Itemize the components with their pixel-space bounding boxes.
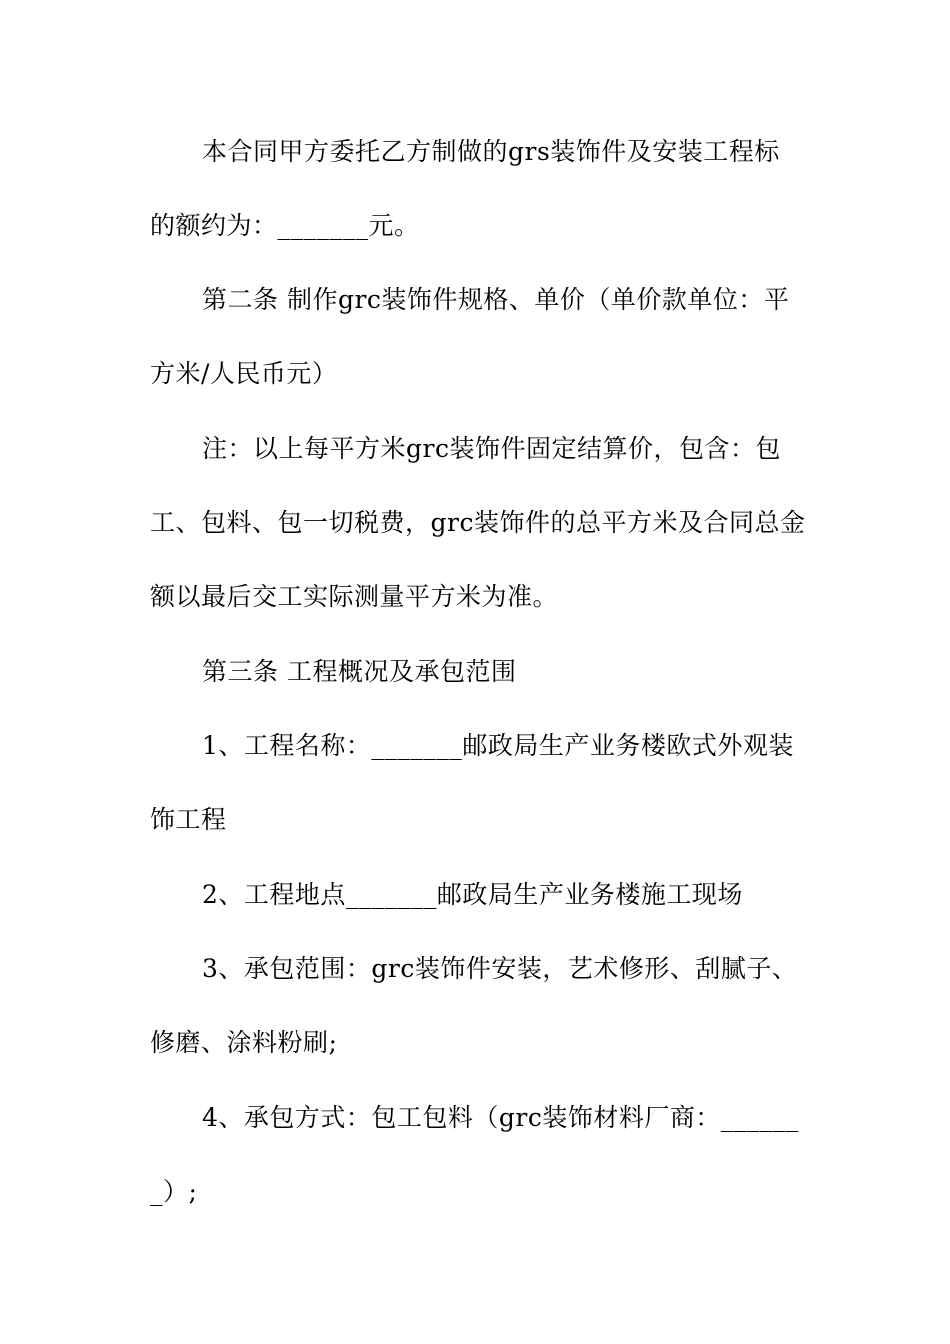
contract-method-line: 4、承包方式：包工包料（grc装饰材料厂商：______: [202, 1103, 799, 1132]
article-2-heading: 第二条 制作grc装饰件规格、单价（单价款单位：平: [202, 285, 790, 314]
project-name-line: 1、工程名称：_______邮政局生产业务楼欧式外观装: [202, 731, 794, 760]
paragraph-line: 本合同甲方委托乙方制做的grs装饰件及安装工程标: [202, 137, 780, 166]
paragraph-line: 修磨、涂料粉刷;: [150, 1028, 338, 1057]
paragraph-line: 工、包料、包一切税费，grc装饰件的总平方米及合同总金: [150, 508, 806, 537]
project-location-line: 2、工程地点_______邮政局生产业务楼施工现场: [202, 880, 743, 909]
paragraph-line: 的额约为：_______元。: [150, 211, 420, 240]
note-line: 注：以上每平方米grc装饰件固定结算价，包含：包: [202, 434, 781, 463]
paragraph-line: 饰工程: [150, 805, 227, 834]
paragraph-line: 额以最后交工实际测量平方米为准。: [150, 582, 559, 611]
contract-scope-line: 3、承包范围：grc装饰件安装，艺术修形、刮腻子、: [202, 954, 798, 983]
paragraph-line: _）;: [150, 1177, 198, 1206]
paragraph-line: 方米/人民币元）: [150, 359, 338, 388]
article-3-heading: 第三条 工程概况及承包范围: [202, 657, 517, 686]
